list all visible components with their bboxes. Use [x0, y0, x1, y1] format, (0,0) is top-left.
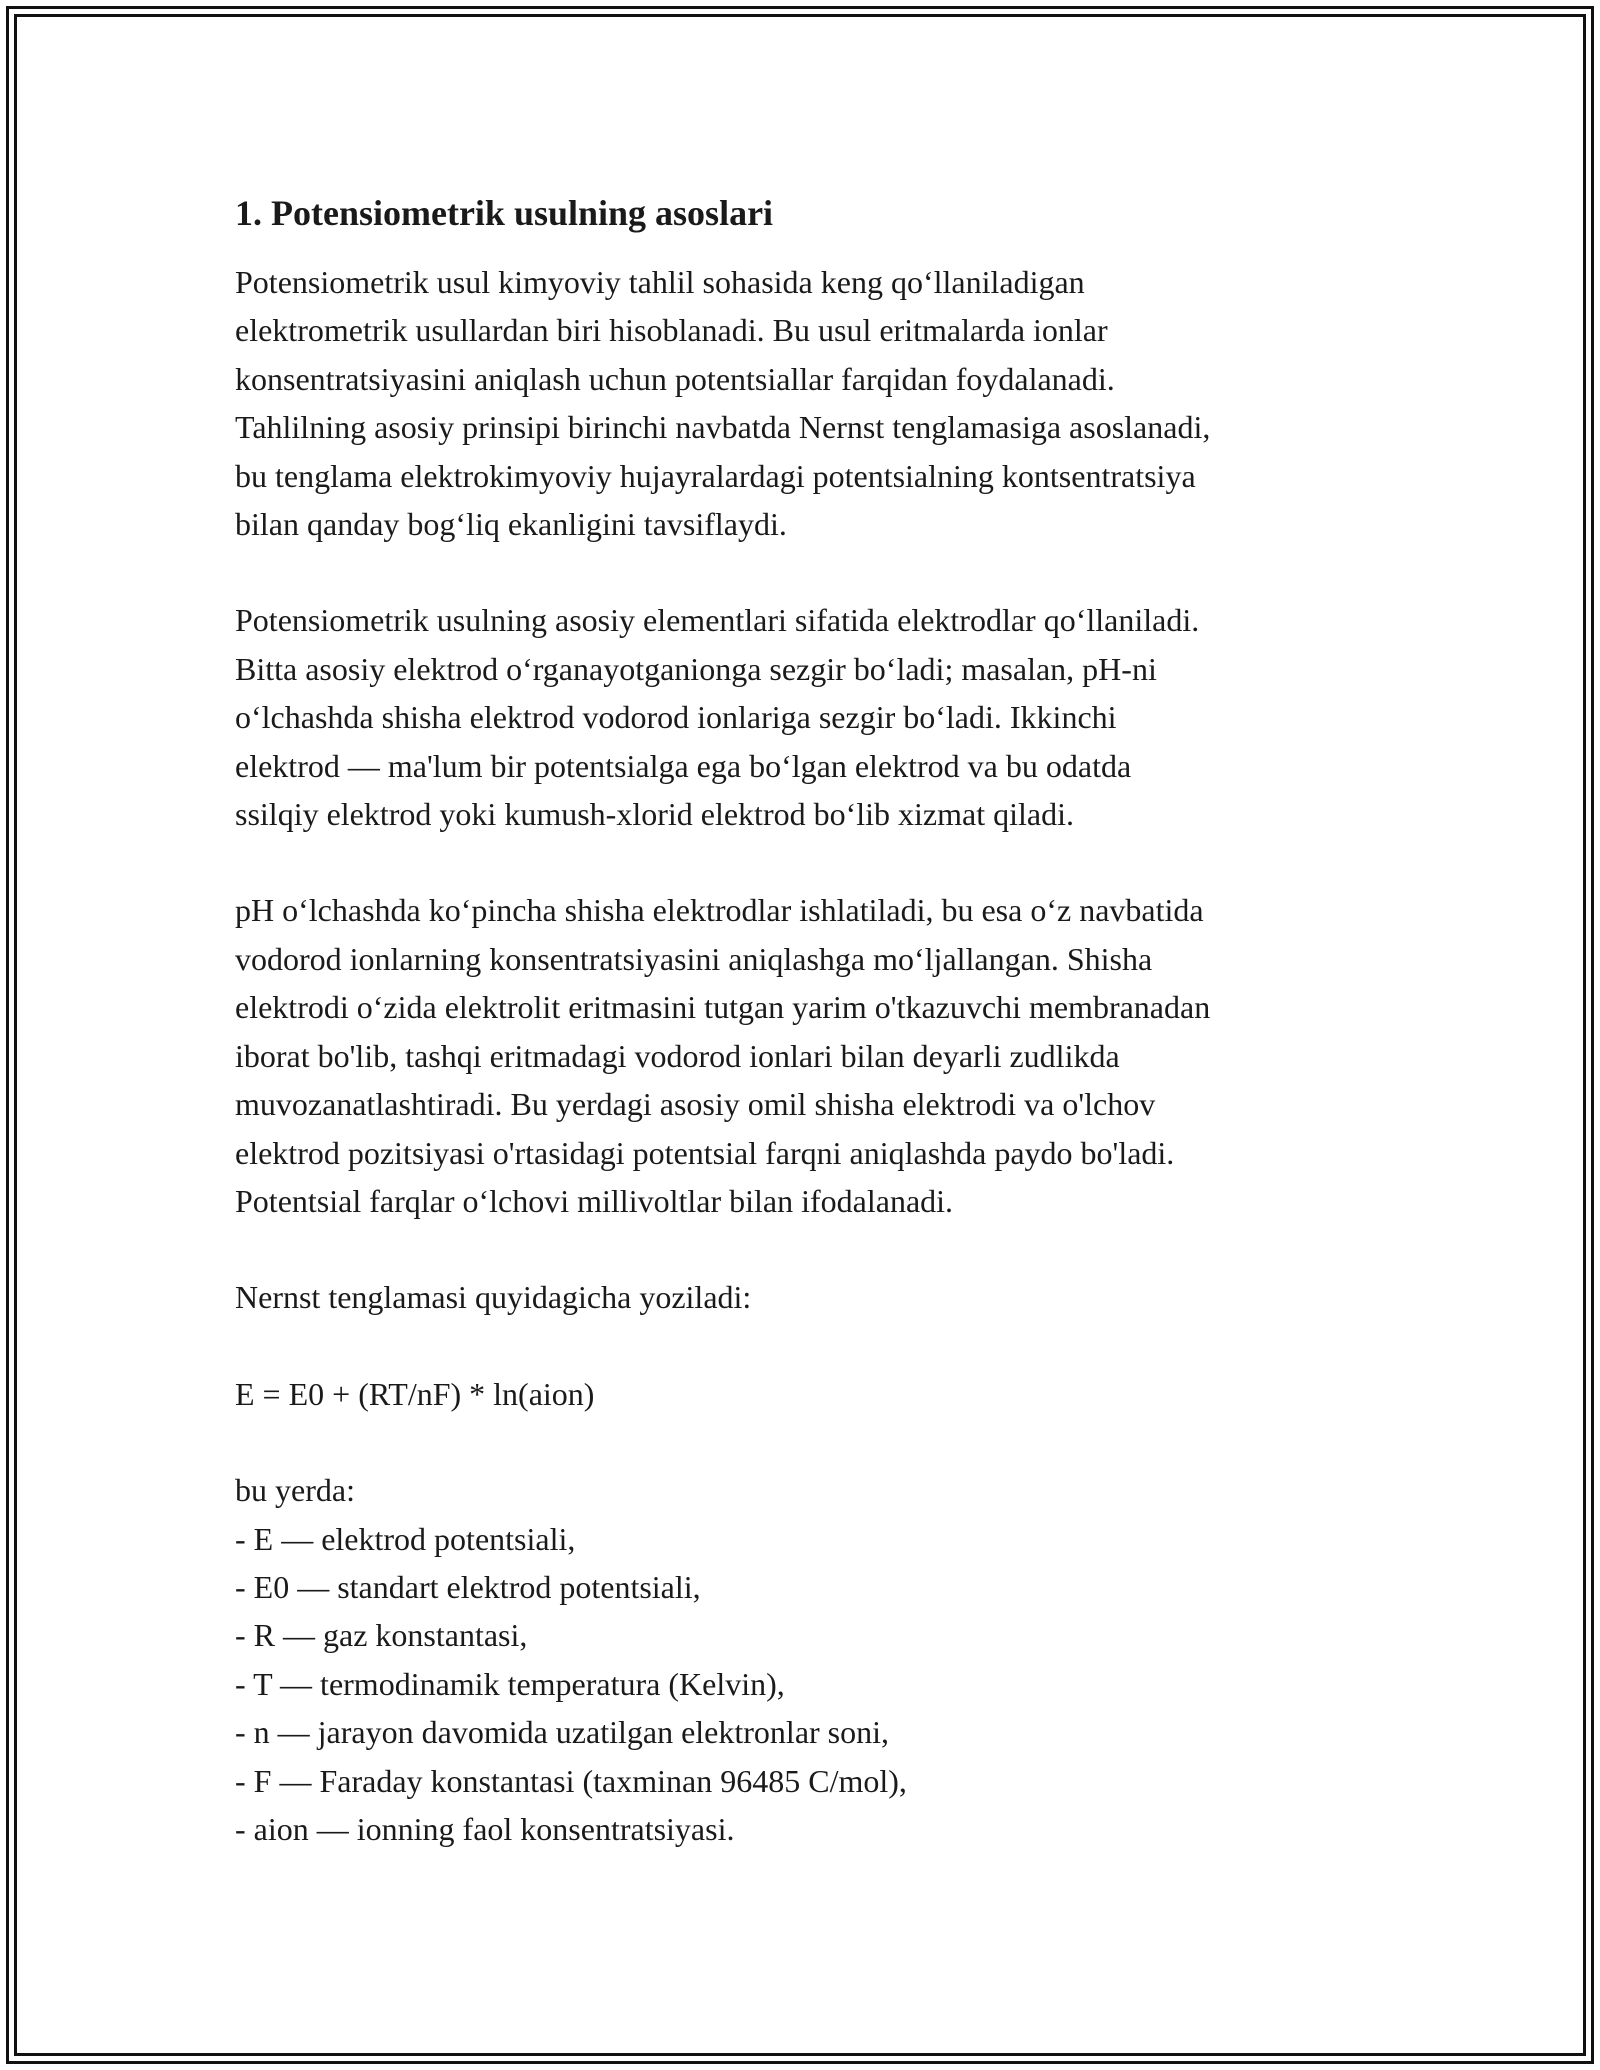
- text-line: iborat bo'lib, tashqi eritmadagi vodorod ionlari bilan deyarli zudlikda: [235, 1037, 1120, 1074]
- list-item: - n — jarayon davomida uzatilgan elektronlar soni,: [235, 1714, 890, 1751]
- text-line: bilan qanday bog‘liq ekanligini tavsiflaydi.: [235, 506, 787, 543]
- text-line: vodorod ionlarning konsentratsiyasini aniqlashga mo‘ljallangan. Shisha: [235, 940, 1153, 977]
- text-line: ssilqiy elektrod yoki kumush-xlorid elektrod bo‘lib xizmat qiladi.: [235, 796, 1074, 833]
- document-body: [235, 188, 1385, 1853]
- list-item: - F — Faraday konstantasi (taxminan 96485 C/mol),: [235, 1762, 907, 1799]
- text-line: Potensiometrik usulning asosiy elementlari sifatida elektrodlar qo‘llaniladi.: [235, 602, 1200, 639]
- nernst-formula: E = E0 + (RT/nF) * ln(aion): [235, 1375, 595, 1412]
- text-line: muvozanatlashtiradi. Bu yerdagi asosiy omil shisha elektrodi va o'lchov: [235, 1086, 1156, 1123]
- text-line: elektrod — ma'lum bir potentsialga ega bo‘lgan elektrod va bu odatda: [235, 747, 1132, 784]
- list-item: - T — termodinamik temperatura (Kelvin),: [235, 1665, 785, 1702]
- text-line: bu tenglama elektrokimyoviy hujayralardagi potentsialning kontsentratsiya: [235, 457, 1196, 494]
- definitions-list: [235, 1515, 1385, 1854]
- text-line: Potentsial farqlar o‘lchovi millivoltlar bilan ifodalanadi.: [235, 1182, 954, 1219]
- text-line: konsentratsiyasini aniqlash uchun potentsiallar farqidan foydalanadi.: [235, 360, 1115, 397]
- paragraph-intro: [235, 258, 1385, 548]
- list-item: - R — gaz konstantasi,: [235, 1617, 528, 1654]
- text-line: pH o‘lchashda ko‘pincha shisha elektrodlar ishlatiladi, bu esa o‘z navbatida: [235, 892, 1204, 929]
- list-item: - E0 — standart elektrod potentsiali,: [235, 1568, 701, 1605]
- paragraph-nernst-intro: [235, 1273, 1385, 1321]
- text-line: Potensiometrik usul kimyoviy tahlil sohasida keng qo‘llaniladigan: [235, 264, 1085, 300]
- text-line: Tahlilning asosiy prinsipi birinchi navbatda Nernst tenglamasiga asoslanadi,: [235, 409, 1211, 446]
- text-line: Bitta asosiy elektrod o‘rganayotganionga sezgir bo‘ladi; masalan, pH-ni: [235, 650, 1157, 687]
- paragraph-ph-measurement: [235, 886, 1385, 1225]
- definitions-intro: bu yerda:: [235, 1472, 355, 1509]
- paragraph-electrodes: [235, 596, 1385, 838]
- text-line: Nernst tenglamasi quyidagicha yoziladi:: [235, 1279, 752, 1316]
- text-line: elektrod pozitsiyasi o'rtasidagi potentsial farqni aniqlashda paydo bo'ladi.: [235, 1134, 1175, 1171]
- text-line: o‘lchashda shisha elektrod vodorod ionlariga sezgir bo‘ladi. Ikkinchi: [235, 699, 1117, 736]
- definitions-block: [235, 1466, 1385, 1853]
- list-item: - E — elektrod potentsiali,: [235, 1520, 576, 1557]
- list-item: - aion — ionning faol konsentratsiyasi.: [235, 1810, 735, 1847]
- text-line: elektrometrik usullardan biri hisoblanadi. Bu usul eritmalarda ionlar: [235, 312, 1108, 349]
- text-line: elektrodi o‘zida elektrolit eritmasini tutgan yarim o'tkazuvchi membranadan: [235, 989, 1211, 1026]
- section-title: 1. Potensiometrik usulning asoslari: [235, 193, 774, 233]
